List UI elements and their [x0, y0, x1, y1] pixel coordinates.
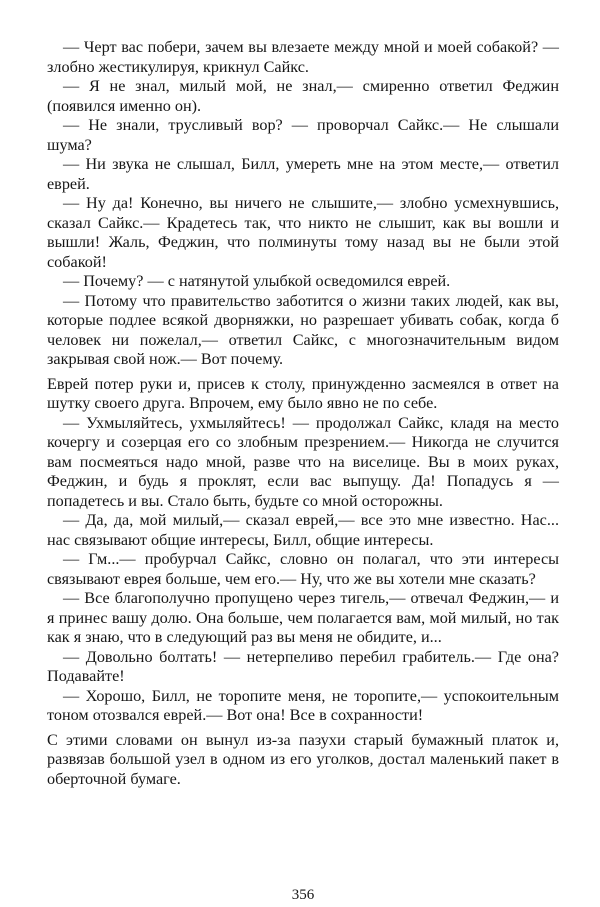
paragraph: — Гм...— пробурчал Сайкс, словно он полагал, что эти интересы связывают еврея больше, чем его.— Ну, что же вы хотели мне сказать?: [47, 550, 559, 588]
paragraph: — Ну да! Конечно, вы ничего не слышите,— злобно усмехнувшись, сказал Сайкс.— Крадетесь так, что никто не слышит, как вы вошли и вышли! Жаль, Феджин, что полминуты тому назад вы не были этой собакой!: [47, 194, 559, 271]
paragraph: Еврей потер руки и, присев к столу, принужденно засмеялся в ответ на шутку своего друга. Впрочем, ему было явно не по себе.: [47, 374, 559, 412]
paragraph: — Я не знал, милый мой, не знал,— смиренно ответил Феджин (появился именно он).: [47, 77, 559, 115]
page-number: 356: [291, 887, 315, 903]
paragraph: — Ни звука не слышал, Билл, умереть мне на этом месте,— ответил еврей.: [47, 155, 559, 193]
paragraph: — Потому что правительство заботится о жизни таких людей, как вы, которые подлее всякой дворняжки, но разрешает убивать собак, когда б человек ни пожелал,— ответил Сайкс, с многозначительным видом закрывая свой нож.— Вот почему.: [47, 291, 559, 368]
paragraph: — Хорошо, Билл, не торопите меня, не торопите,— успокоительным тоном отозвался еврей.— Вот она! Все в сохранности!: [47, 686, 559, 724]
paragraph: — Черт вас побери, зачем вы влезаете между мной и моей собакой? — злобно жестикулируя, крикнул Сайкс.: [47, 38, 559, 76]
paragraph: С этими словами он вынул из-за пазухи старый бумажный платок и, развязав большой узел в одном из его уголков, достал маленький пакет в оберточной бумаге.: [47, 730, 559, 788]
paragraph: — Все благополучно пропущено через тигель,— отвечал Феджин,— и я принес вашу долю. Она больше, чем полагается вам, мой милый, но так как я знаю, что в следующий раз вы меня не обидите, и...: [47, 589, 559, 646]
paragraph: — Не знали, трусливый вор? — проворчал Сайкс.— Не слышали шума?: [47, 116, 559, 154]
book-page: [47, 38, 559, 903]
paragraph: — Почему? — с натянутой улыбкой осведомился еврей.: [63, 272, 451, 290]
paragraph: — Ухмыляйтесь, ухмыляйтесь! — продолжал Сайкс, кладя на место кочергу и созерцая его со злобным презрением.— Никогда не случится вам посмеяться надо мной, разве что на виселице. Вы в моих руках, Феджин, и будь я проклят, если вас выпущу. Да! Попадусь я — попадетесь и вы. Стало быть, будьте со мной осторожны.: [47, 413, 559, 510]
paragraph: — Довольно болтать! — нетерпеливо перебил грабитель.— Где она? Подавайте!: [47, 647, 559, 685]
paragraph: — Да, да, мой милый,— сказал еврей,— все это мне известно. Нас... нас связывают общие интересы, Билл, общие интересы.: [47, 511, 559, 549]
page-text: [47, 38, 559, 789]
